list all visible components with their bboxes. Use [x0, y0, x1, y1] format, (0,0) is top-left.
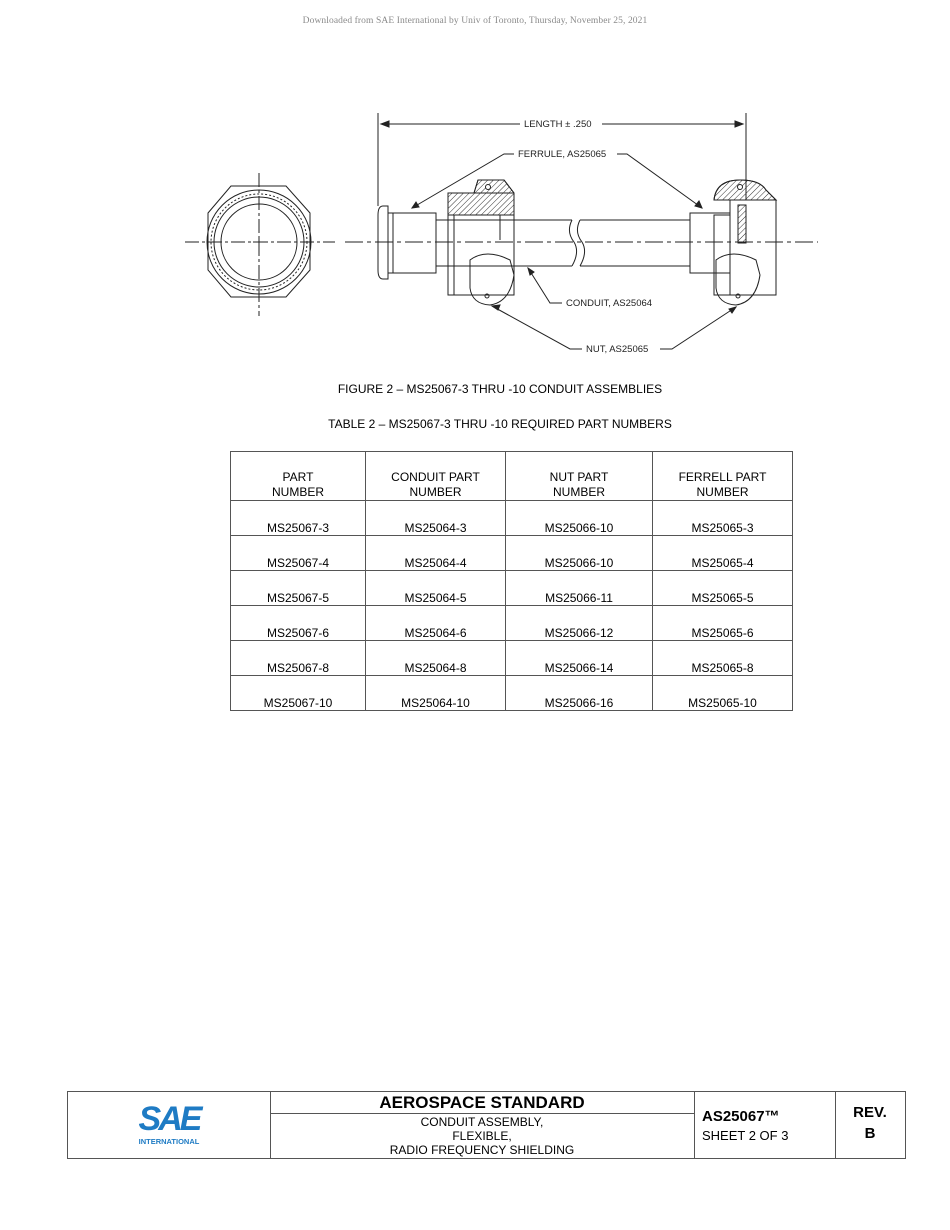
table-row [231, 501, 793, 536]
cell-nut-part: MS25066-10 [506, 501, 653, 536]
header-nut-part-number: NUT PART NUMBER [506, 452, 653, 501]
cell-ferrell-part: MS25065-10 [653, 676, 793, 711]
document-description: CONDUIT ASSEMBLY, FLEXIBLE, RADIO FREQUENCY SHIELDING [389, 1115, 575, 1157]
figure-caption: FIGURE 2 – MS25067-3 THRU -10 CONDUIT ASSEMBLIES [337, 382, 663, 396]
cell-ferrell-part: MS25065-5 [653, 571, 793, 606]
nut-callout: NUT, AS25065 [586, 344, 649, 355]
cell-nut-part: MS25066-11 [506, 571, 653, 606]
cell-part-number: MS25067-4 [231, 536, 366, 571]
header-ferrell-part-number: FERRELL PART NUMBER [653, 452, 793, 501]
table-header-row [231, 452, 793, 501]
cell-ferrell-part: MS25065-3 [653, 501, 793, 536]
table-row [231, 571, 793, 606]
document-number: AS25067™ [702, 1108, 780, 1125]
standard-type-title: AEROSPACE STANDARD [270, 1092, 694, 1114]
table-row [231, 676, 793, 711]
cell-part-number: MS25067-10 [231, 676, 366, 711]
cell-nut-part: MS25066-12 [506, 606, 653, 641]
svg-text:INTERNATIONAL: INTERNATIONAL [138, 1137, 200, 1146]
cell-ferrell-part: MS25065-4 [653, 536, 793, 571]
length-callout: LENGTH ± .250 [524, 119, 592, 130]
cell-conduit-part: MS25064-8 [366, 641, 506, 676]
cell-conduit-part: MS25064-6 [366, 606, 506, 641]
cell-part-number: MS25067-5 [231, 571, 366, 606]
title-block [67, 1091, 906, 1159]
cell-conduit-part: MS25064-10 [366, 676, 506, 711]
cell-nut-part: MS25066-10 [506, 536, 653, 571]
table-row [231, 536, 793, 571]
cell-conduit-part: MS25064-5 [366, 571, 506, 606]
conduit-assembly-drawing [180, 105, 830, 365]
download-watermark: Downloaded from SAE International by Univ of Toronto, Thursday, November 25, 2021 [302, 16, 648, 26]
cell-part-number: MS25067-8 [231, 641, 366, 676]
table-row [231, 641, 793, 676]
cell-part-number: MS25067-3 [231, 501, 366, 536]
cell-ferrell-part: MS25065-6 [653, 606, 793, 641]
conduit-callout: CONDUIT, AS25064 [566, 298, 653, 309]
sheet-number: SHEET 2 OF 3 [702, 1128, 789, 1143]
ferrule-callout: FERRULE, AS25065 [518, 149, 607, 160]
revision-label: REV. [853, 1104, 887, 1121]
part-numbers-table [230, 451, 793, 711]
table-caption: TABLE 2 – MS25067-3 THRU -10 REQUIRED PART NUMBERS [328, 417, 672, 431]
header-conduit-part-number: CONDUIT PART NUMBER [366, 452, 506, 501]
revision-value: B [864, 1125, 876, 1142]
cell-nut-part: MS25066-16 [506, 676, 653, 711]
cell-conduit-part: MS25064-3 [366, 501, 506, 536]
svg-text:SAE: SAE [138, 1100, 200, 1138]
cell-ferrell-part: MS25065-8 [653, 641, 793, 676]
end-view-hex-nut [185, 173, 335, 316]
sae-logo [68, 1092, 271, 1158]
cell-conduit-part: MS25064-4 [366, 536, 506, 571]
table-row [231, 606, 793, 641]
header-part-number: PART NUMBER [231, 452, 366, 501]
cell-part-number: MS25067-6 [231, 606, 366, 641]
cell-nut-part: MS25066-14 [506, 641, 653, 676]
